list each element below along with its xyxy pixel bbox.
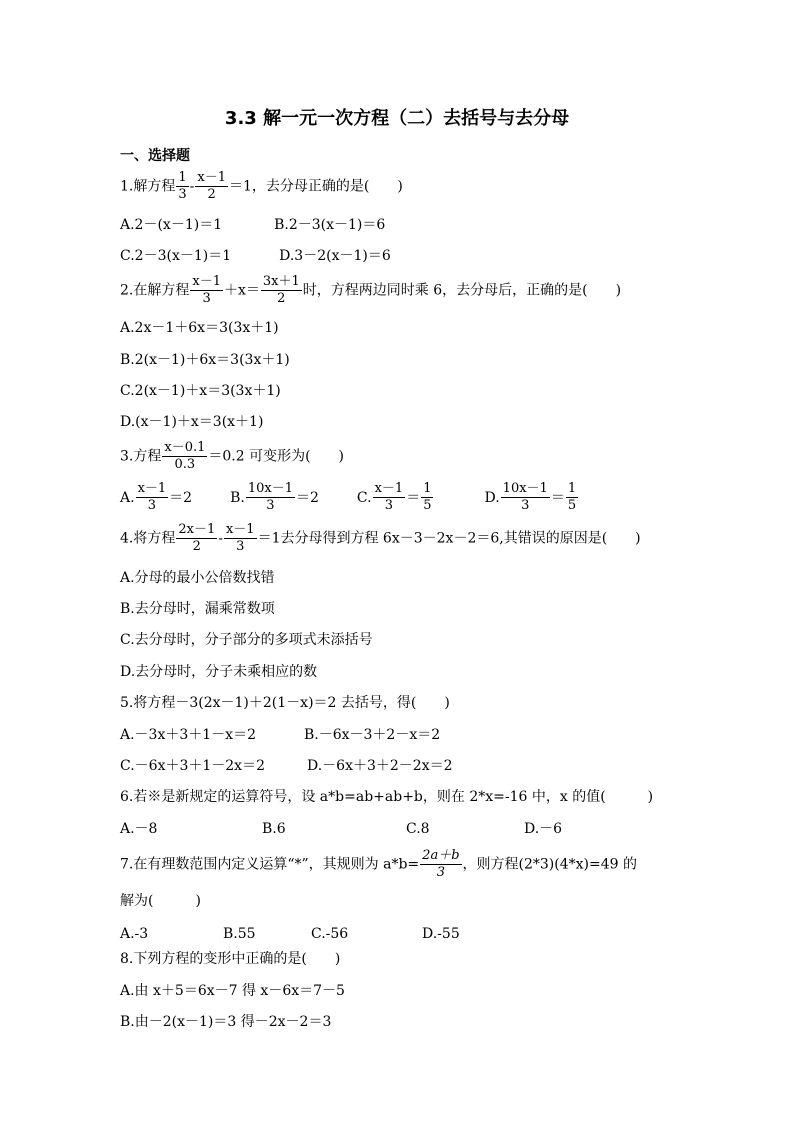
option-a: A.－3x＋3＋1－x＝2 bbox=[120, 727, 256, 743]
page-title: 3.3 解一元一次方程（二）去括号与去分母 bbox=[224, 108, 570, 129]
option-a: A.-3 bbox=[120, 926, 149, 942]
option-d: D.3－2(x－1)＝6 bbox=[279, 248, 391, 264]
question-6-options bbox=[120, 820, 562, 838]
option-a: A.2－(x－1)＝1 bbox=[120, 217, 223, 233]
fraction: $\frac{x-1}{3}$ bbox=[192, 274, 221, 306]
question-8-option-a: A.由 x＋5＝6x－7 得 x－6x＝7－5 bbox=[120, 983, 345, 999]
fraction: $\frac{2x-1}{2}$ bbox=[178, 522, 216, 554]
question-2-option-b: B.2(x－1)＋6x＝3(3x＋1) bbox=[120, 352, 290, 368]
question-7-stem: 7.在有理数范围内定义运算“*”，其规则为 a*b= $\frac{2a+b}{3}$ ，则方程(2*3)(4*x)=49 的 bbox=[120, 848, 637, 880]
question-8-stem: 8.下列方程的变形中正确的是( ) bbox=[120, 951, 341, 967]
fraction: $\frac{1}{3}$ bbox=[178, 170, 187, 202]
question-7-stem-continued: 解为( ) bbox=[120, 893, 201, 909]
question-2-option-a: A.2x－1＋6x＝3(3x＋1) bbox=[120, 320, 279, 336]
question-1-options-row2 bbox=[120, 247, 391, 265]
question-6-stem: 6.若※是新规定的运算符号，设 a*b=ab+ab+b，则在 2*x=-16 中，x 的值( ) bbox=[120, 789, 654, 805]
option-c: C.-56 bbox=[311, 926, 349, 942]
question-4-option-b: B.去分母时，漏乘常数项 bbox=[120, 601, 275, 617]
question-1-stem: 1.解方程 $\frac{1}{3}$ - $\frac{x-1}{2}$ ＝1，去分母正确的是( ) bbox=[120, 170, 403, 202]
question-3-options bbox=[120, 481, 579, 514]
question-5-options-row2 bbox=[120, 757, 453, 775]
section-heading: 一、选择题 bbox=[120, 148, 190, 164]
question-3-stem: 3.方程 $\frac{x-0.1}{0.3}$ ＝0.2 可变形为( ) bbox=[120, 440, 345, 472]
option-c: C.8 bbox=[406, 821, 430, 837]
option-b: B.－6x－3＋2－x＝2 bbox=[303, 727, 441, 743]
fraction: $\frac{x-1}{2}$ bbox=[197, 170, 226, 202]
question-4-option-c: C.去分母时，分子部分的多项式未添括号 bbox=[120, 632, 373, 648]
question-2-option-c: C.2(x－1)＋x＝3(3x＋1) bbox=[120, 383, 281, 399]
question-4-option-d: D.去分母时，分子未乘相应的数 bbox=[120, 664, 318, 680]
option-c: C.－6x＋3＋1－2x＝2 bbox=[120, 758, 265, 774]
option-b: B. $\frac{10x-1}{3}$ ＝2 bbox=[230, 481, 319, 513]
question-4-stem: 4.将方程 $\frac{2x-1}{2}$ - $\frac{x-1}{3}$ ＝1去分母得到方程 6x－3－2x－2＝6,其错误的原因是( ) bbox=[120, 522, 641, 554]
question-5-options-row1 bbox=[120, 726, 440, 744]
fraction: $\frac{x-1}{3}$ bbox=[225, 522, 255, 554]
fraction: $\frac{3x+1}{2}$ bbox=[262, 274, 300, 306]
option-d: D. $\frac{10x-1}{3}$ ＝ $\frac{1}{5}$ bbox=[484, 481, 577, 513]
option-d: D.-55 bbox=[422, 926, 460, 942]
fraction: $\frac{x-0.1}{0.3}$ bbox=[164, 440, 206, 472]
question-1-options-row1 bbox=[120, 216, 385, 234]
question-2-stem: 2.在解方程 $\frac{x-1}{3}$ ＋x＝ $\frac{3x+1}{2}$ 时，方程两边同时乘 6，去分母后，正确的是( ) bbox=[120, 274, 622, 306]
option-d: D.－6x＋3＋2－2x＝2 bbox=[307, 758, 453, 774]
option-b: B.2－3(x－1)＝6 bbox=[274, 217, 386, 233]
option-b: B.55 bbox=[223, 926, 256, 942]
question-2-option-d: D.(x－1)＋x＝3(x＋1) bbox=[120, 414, 264, 430]
option-c: C. $\frac{x-1}{3}$ ＝ $\frac{1}{5}$ bbox=[356, 481, 432, 513]
question-4-option-a: A.分母的最小公倍数找错 bbox=[120, 570, 275, 586]
fraction: $\frac{2a+b}{3}$ bbox=[422, 848, 460, 880]
option-a: A. $\frac{x-1}{3}$ ＝2 bbox=[120, 481, 193, 513]
option-b: B.6 bbox=[262, 821, 286, 837]
question-8-option-b: B.由－2(x－1)＝3 得－2x－2＝3 bbox=[120, 1014, 332, 1030]
option-c: C.2－3(x－1)＝1 bbox=[120, 248, 232, 264]
question-7-options bbox=[120, 925, 460, 943]
question-5-stem: 5.将方程－3(2x－1)＋2(1－x)＝2 去括号，得( ) bbox=[120, 695, 450, 711]
option-a: A.－8 bbox=[120, 821, 158, 837]
option-d: D.－6 bbox=[524, 821, 563, 837]
